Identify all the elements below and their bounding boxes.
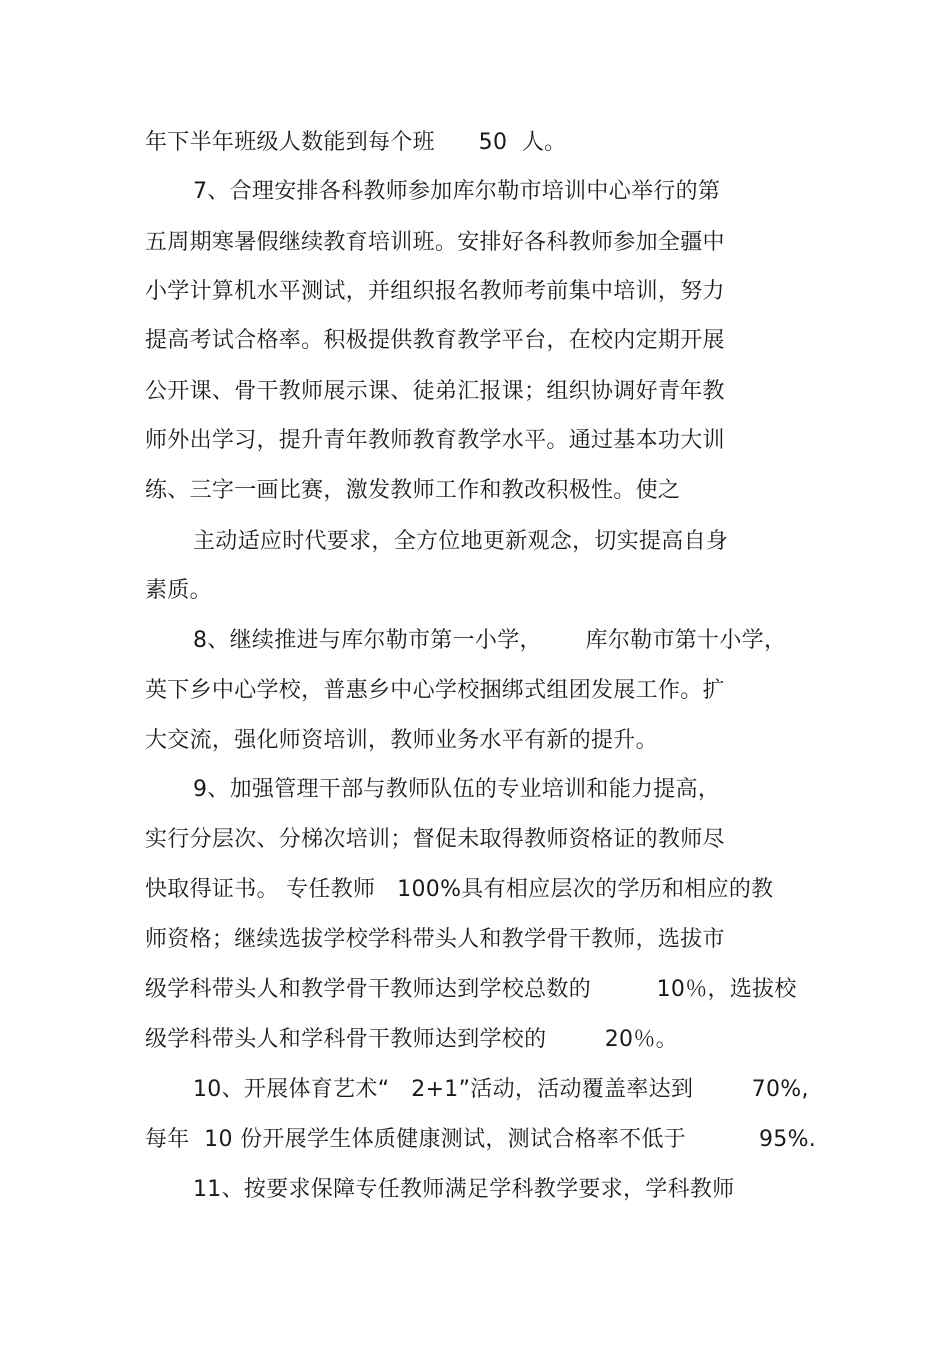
text-line: 小学计算机水平测试，并组织报名教师考前集中培训，努力 <box>145 279 725 304</box>
text-line: 每年 10 份开展学生体质健康测试，测试合格率不低于 95%. <box>145 1127 817 1152</box>
text-line: 10、开展体育艺术“ 2+1”活动，活动覆盖率达到 70%, <box>193 1077 809 1102</box>
text-line: 提高考试合格率。积极提供教育教学平台，在校内定期开展 <box>145 328 725 353</box>
text-line: 8、继续推进与库尔勒市第一小学， 库尔勒市第十小学， <box>193 628 787 653</box>
text-line: 五周期寒暑假继续教育培训班。安排好各科教师参加全疆中 <box>145 230 725 255</box>
text-line: 素质。 <box>145 578 212 603</box>
text-line: 年下半年班级人数能到每个班 50 人。 <box>145 130 567 155</box>
text-line: 英下乡中心学校，普惠乡中心学校捆绑式组团发展工作。扩 <box>145 678 725 703</box>
text-line: 主动适应时代要求，全方位地更新观念，切实提高自身 <box>193 529 729 554</box>
text-line: 师外出学习，提升青年教师教育教学水平。通过基本功大训 <box>145 428 725 453</box>
text-line: 级学科带头人和教学骨干教师达到学校总数的 10％，选拔校 <box>145 977 797 1002</box>
text-line: 快取得证书。 专任教师 100%具有相应层次的学历和相应的教 <box>145 877 774 902</box>
text-line: 实行分层次、分梯次培训；督促未取得教师资格证的教师尽 <box>145 827 725 852</box>
text-line: 公开课、骨干教师展示课、徒弟汇报课；组织协调好青年教 <box>145 379 725 404</box>
text-line: 练、三字一画比赛，激发教师工作和教改积极性。使之 <box>145 478 681 503</box>
text-line: 师资格；继续选拔学校学科带头人和教学骨干教师，选拔市 <box>145 927 725 952</box>
text-line: 级学科带头人和学科骨干教师达到学校的 20％。 <box>145 1027 678 1052</box>
text-line: 7、合理安排各科教师参加库尔勒市培训中心举行的第 <box>193 179 721 204</box>
text-line: 大交流，强化师资培训，教师业务水平有新的提升。 <box>145 728 658 753</box>
text-line: 9、加强管理干部与教师队伍的专业培训和能力提高， <box>193 777 721 802</box>
text-line: 11、按要求保障专任教师满足学科教学要求，学科教师 <box>193 1177 735 1202</box>
